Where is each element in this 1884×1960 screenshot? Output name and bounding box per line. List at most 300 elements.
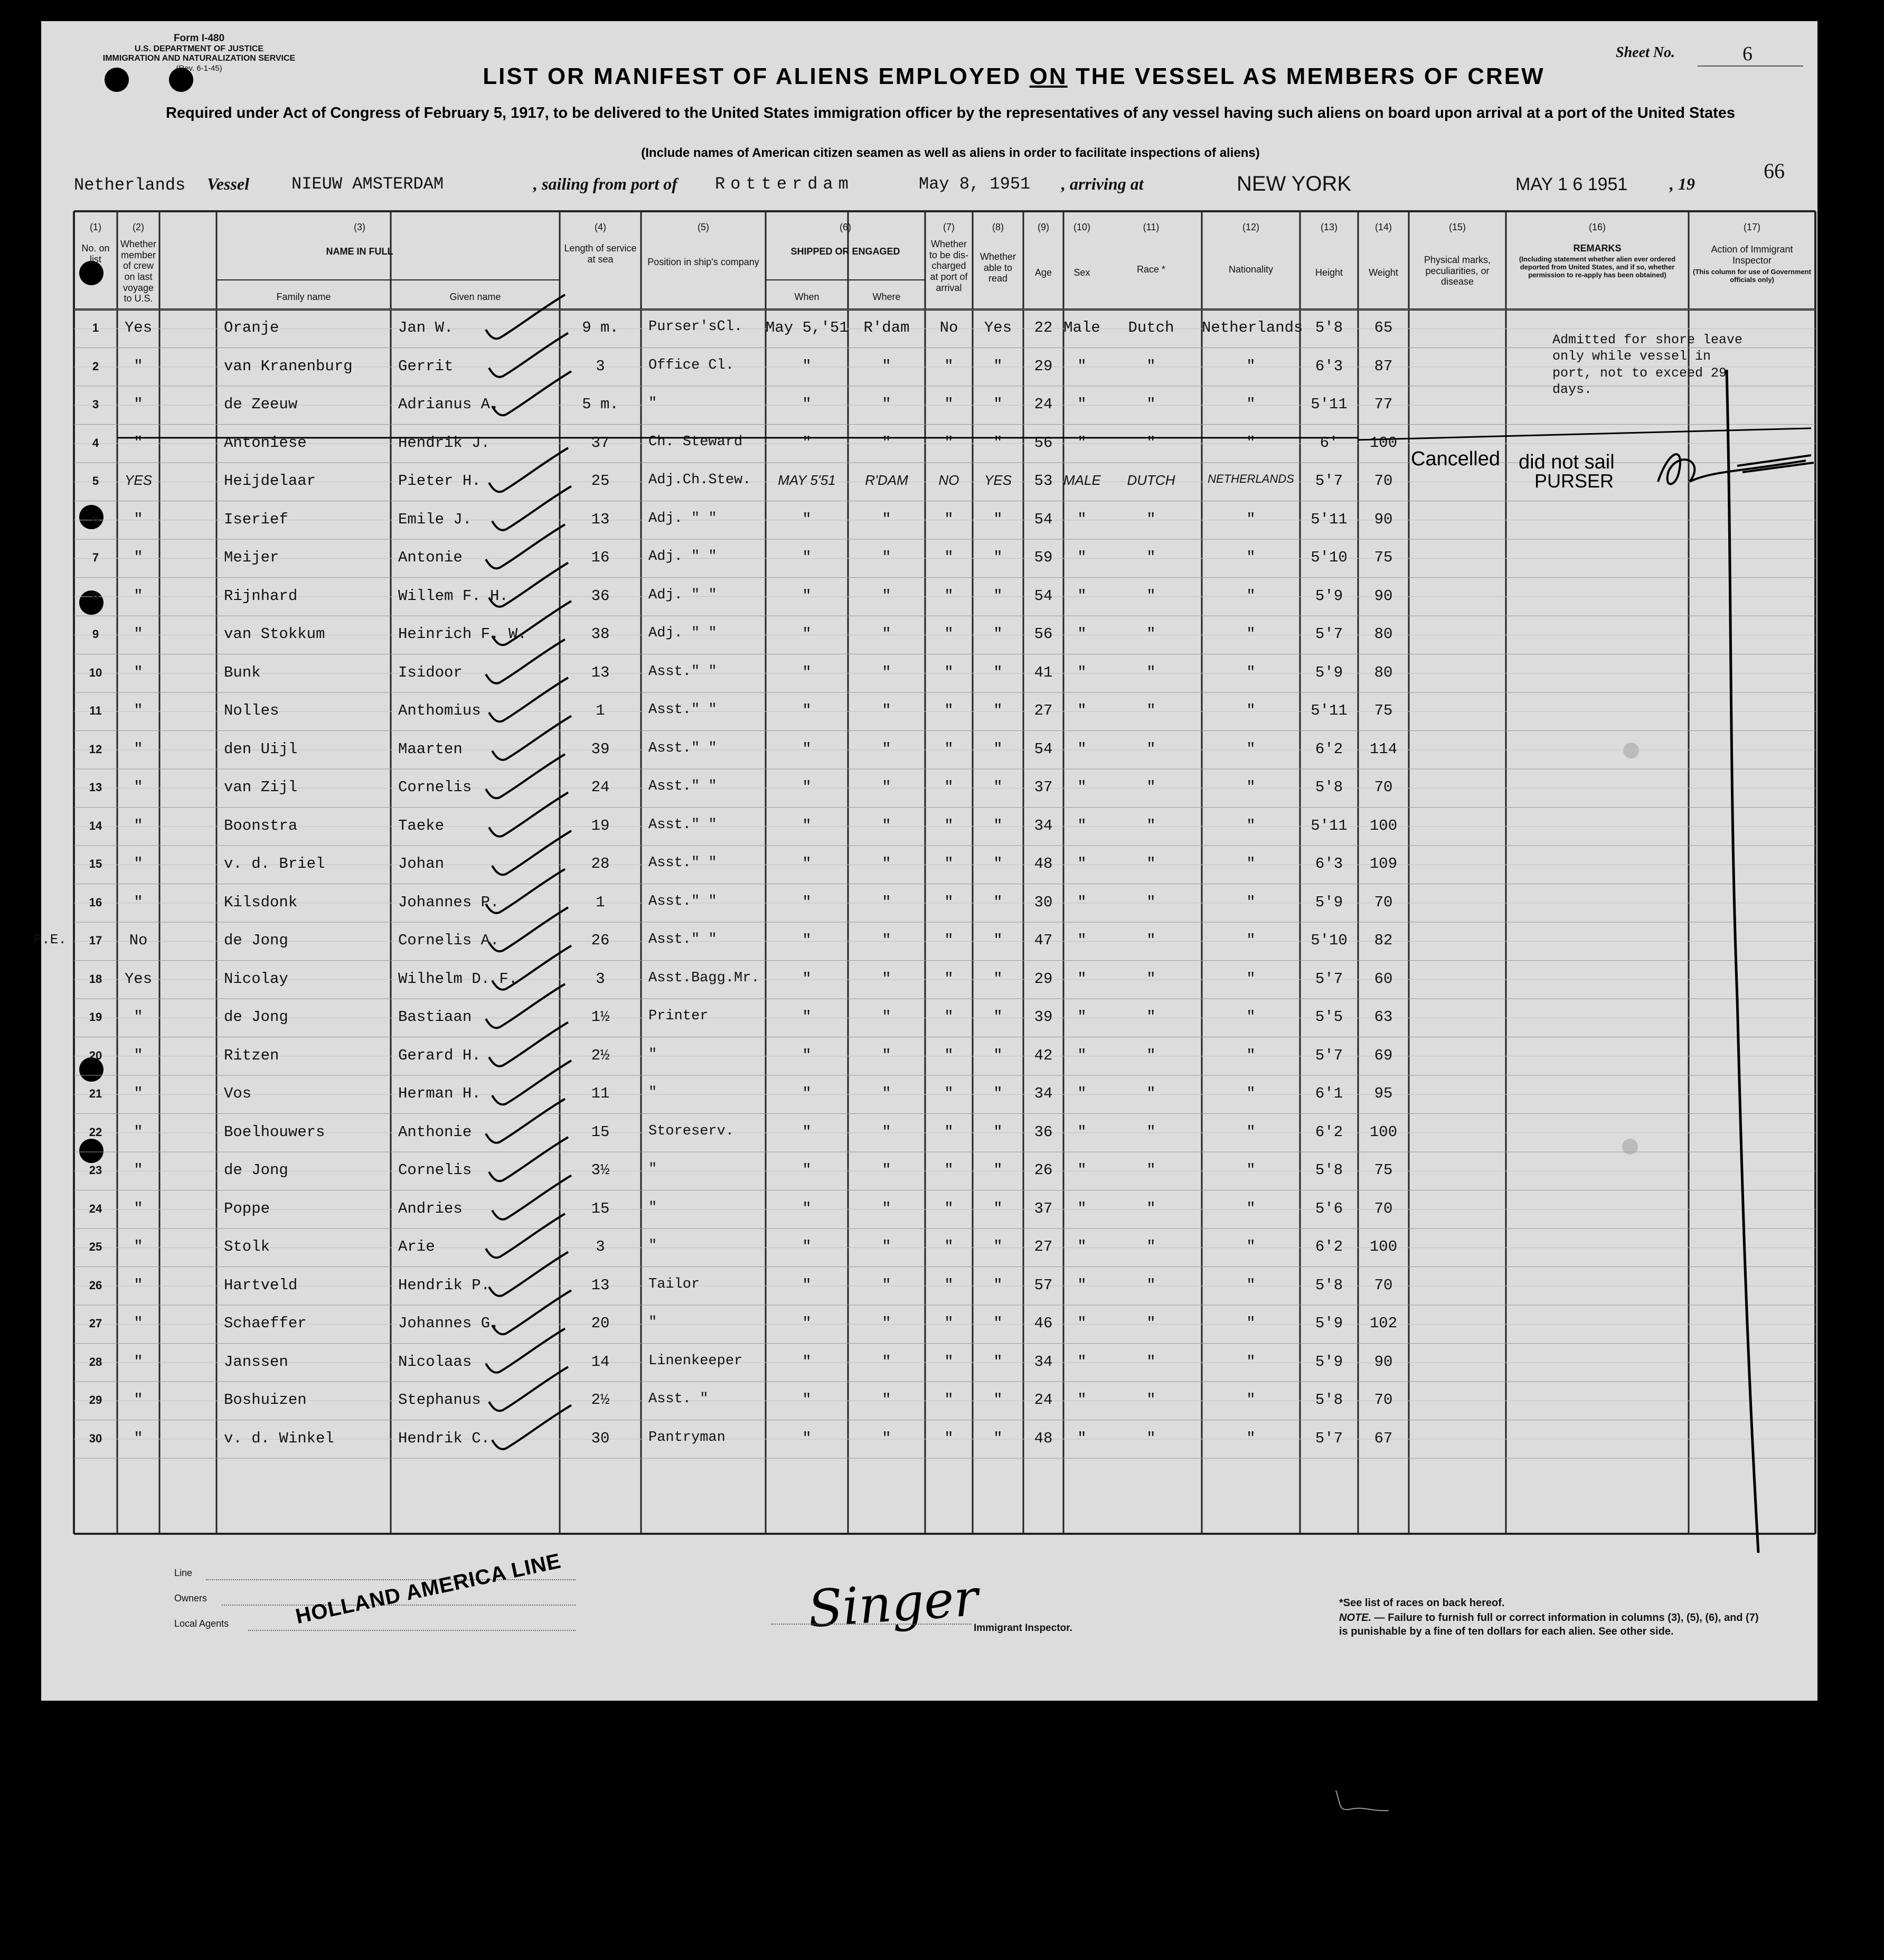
row-weight: 60: [1374, 970, 1393, 988]
row-member: ": [134, 1391, 143, 1409]
row-race: DUTCH: [1127, 472, 1175, 488]
row-age: 29: [1034, 357, 1053, 375]
row-where: ": [882, 1353, 891, 1371]
row-number: 12: [89, 742, 102, 756]
row-member: ": [134, 817, 143, 834]
row-family-name: de Jong: [224, 1008, 288, 1026]
row-family-name: de Zeeuw: [224, 396, 298, 413]
row-family-name: v. d. Briel: [224, 855, 325, 873]
row-member: ": [134, 1276, 143, 1294]
column-number: (6): [840, 222, 851, 232]
row-age: 53: [1034, 472, 1053, 490]
row-member: ": [134, 702, 143, 719]
row-number: 27: [89, 1317, 102, 1330]
row-race: ": [1146, 932, 1156, 949]
row-family-name: den Uijl: [224, 740, 298, 758]
row-discharged: ": [944, 970, 954, 988]
row-when: ": [802, 357, 812, 375]
row-sex: ": [1077, 970, 1087, 988]
check-mark: [486, 1099, 565, 1143]
row-when: ": [802, 1429, 812, 1447]
row-where: ": [882, 549, 891, 566]
row-race: ": [1146, 1161, 1156, 1179]
row-read: ": [993, 510, 1003, 528]
row-race: ": [1146, 740, 1156, 758]
row-weight: 77: [1374, 396, 1393, 413]
row-given-name: Andries: [398, 1199, 463, 1217]
row-race: ": [1146, 1123, 1156, 1141]
row-member: Yes: [124, 319, 153, 336]
row-race: ": [1146, 1238, 1156, 1255]
row-number: 29: [89, 1393, 102, 1406]
owners-label: Owners: [174, 1593, 208, 1603]
row-family-name: de Jong: [224, 932, 288, 949]
row-height: 6': [1320, 434, 1339, 452]
row-nationality: ": [1246, 1315, 1256, 1332]
row-height: 5'11: [1311, 817, 1348, 834]
row-when: ": [802, 817, 812, 834]
row-number: 7: [92, 551, 99, 564]
row-weight: 114: [1369, 740, 1398, 758]
row-where: ": [882, 855, 891, 873]
row-read: YES: [984, 472, 1012, 488]
row-where: ": [882, 970, 891, 988]
row-sex: ": [1077, 510, 1087, 528]
row-member: ": [134, 1046, 143, 1064]
row-weight: 69: [1374, 1046, 1393, 1064]
row-race: ": [1146, 1391, 1156, 1409]
row-number: 15: [89, 857, 102, 870]
row-given-name: Johannes G.: [398, 1315, 500, 1332]
row-position: ": [648, 1046, 657, 1063]
row-where: R'DAM: [865, 472, 908, 488]
row-number: 26: [89, 1278, 102, 1292]
row-weight: 90: [1374, 510, 1393, 528]
row-race: ": [1146, 1353, 1156, 1371]
row-family-name: Boelhouwers: [224, 1123, 325, 1141]
row-height: 5'9: [1315, 587, 1343, 605]
row-discharged: ": [944, 893, 954, 911]
row-nationality: ": [1246, 1123, 1256, 1141]
row-read: ": [993, 702, 1003, 719]
row-length: 24: [591, 779, 610, 796]
column-number: (4): [595, 222, 606, 232]
row-when: ": [802, 549, 812, 566]
row-family-name: van Kranenburg: [224, 357, 353, 375]
row-family-name: Hartveld: [224, 1276, 298, 1294]
row-age: 34: [1034, 1353, 1053, 1371]
row-height: 5'5: [1315, 1008, 1343, 1026]
row-position: ": [648, 1085, 657, 1101]
column-number: (12): [1242, 222, 1259, 232]
row-height: 5'7: [1315, 625, 1343, 643]
row-read: ": [993, 779, 1003, 796]
row-family-name: Boonstra: [224, 817, 298, 834]
row-height: 5'9: [1315, 663, 1343, 681]
row-weight: 70: [1374, 893, 1393, 911]
note-text: — Failure to furnish full or correct information in columns (3), (5), (6), and (7) is punishable by a fine of ten dollars for each alien. See other side.: [1339, 1612, 1759, 1637]
row-length: 13: [591, 1276, 610, 1294]
row-number: 17: [89, 934, 102, 947]
row-read: ": [993, 396, 1003, 413]
row-position: Asst." ": [648, 779, 717, 794]
row-member: ": [134, 1085, 143, 1102]
row-position: ": [648, 396, 657, 411]
row-nationality: ": [1246, 740, 1256, 758]
row-height: 5'10: [1311, 932, 1348, 949]
row-age: 24: [1034, 396, 1053, 413]
title-part: LIST OR MANIFEST OF ALIENS EMPLOYED: [483, 63, 1030, 89]
row-age: 36: [1034, 1123, 1053, 1141]
row-discharged: ": [944, 779, 954, 796]
row-member: YES: [124, 472, 153, 488]
row-age: 37: [1034, 1199, 1053, 1217]
row-weight: 75: [1374, 702, 1393, 719]
row-read: ": [993, 1238, 1003, 1255]
row-sex: ": [1077, 1353, 1087, 1371]
col-age: Age: [1034, 267, 1052, 278]
row-read: ": [993, 663, 1003, 681]
row-weight: 63: [1374, 1008, 1393, 1026]
row-race: ": [1146, 817, 1156, 834]
row-length: 26: [591, 932, 610, 949]
page-subtitle: Required under Act of Congress of February 5, 1917, to be delivered to the United States immigration officer by the representatives of any vessel having such aliens on board upon arrival at a port of the United States: [165, 105, 1736, 121]
row-position: Asst." ": [648, 855, 717, 871]
row-number: 4: [92, 436, 99, 449]
row-nationality: ": [1246, 1429, 1256, 1447]
row-weight: 87: [1374, 357, 1393, 375]
row-number: 23: [89, 1164, 102, 1177]
row-member: ": [134, 1123, 143, 1141]
row-height: 6'3: [1315, 357, 1343, 375]
row-age: 34: [1034, 817, 1053, 834]
row-read: Yes: [984, 319, 1012, 336]
row-when: ": [802, 740, 812, 758]
row-when: ": [802, 1199, 812, 1217]
row-given-name: Gerard H.: [398, 1046, 481, 1064]
row-discharged: ": [944, 587, 954, 605]
row-weight: 67: [1374, 1429, 1393, 1447]
row-length: 5 m.: [582, 396, 619, 413]
row-nationality: ": [1246, 357, 1256, 375]
arriving-label: , arriving at: [1061, 174, 1144, 193]
row-position: Adj. " ": [648, 625, 717, 641]
row-member: ": [134, 434, 143, 452]
row-given-name: Hendrik P.: [398, 1276, 491, 1294]
column-number: (15): [1448, 222, 1466, 232]
row-weight: 95: [1374, 1085, 1393, 1102]
row-given-name: Jan W.: [398, 319, 454, 336]
row-discharged: ": [944, 510, 954, 528]
row-number: 9: [92, 627, 99, 641]
row-member: Yes: [124, 970, 153, 988]
row-when: ": [802, 510, 812, 528]
sheet-number-label: Sheet No.: [1616, 44, 1675, 61]
column-number: (10): [1073, 222, 1090, 232]
row-length: 3½: [591, 1161, 610, 1179]
did-not-sail-note: did not sail: [1519, 451, 1615, 473]
row-discharged: ": [944, 1238, 954, 1255]
row-weight: 100: [1369, 1238, 1398, 1255]
row-sex: ": [1077, 779, 1087, 796]
row-discharged: ": [944, 1085, 954, 1102]
row-member: ": [134, 1199, 143, 1217]
row-length: 1: [596, 702, 605, 719]
row-family-name: Heijdelaar: [224, 472, 316, 490]
row-race: ": [1146, 779, 1156, 796]
row-age: 47: [1034, 932, 1053, 949]
row-nationality: ": [1246, 893, 1256, 911]
page-mark: 66: [1764, 159, 1785, 183]
row-given-name: Cornelis A.: [398, 932, 500, 949]
vessel-name: NIEUW AMSTERDAM: [291, 174, 444, 194]
row-given-name: Hendrik J.: [398, 434, 491, 452]
row-height: 6'3: [1315, 855, 1343, 873]
row-weight: 90: [1374, 1353, 1393, 1371]
row-sex: ": [1077, 625, 1087, 643]
row-number: 10: [89, 665, 102, 679]
row-where: ": [882, 1008, 891, 1026]
row-weight: 65: [1374, 319, 1393, 336]
row-where: ": [882, 357, 891, 375]
row-weight: 75: [1374, 1161, 1393, 1179]
row-read: ": [993, 1199, 1003, 1217]
row-when: ": [802, 434, 812, 452]
row-discharged: ": [944, 740, 954, 758]
row-where: ": [882, 779, 891, 796]
row-sex: ": [1077, 740, 1087, 758]
row-race: ": [1146, 625, 1156, 643]
col-when: When: [794, 292, 819, 302]
row-height: 5'10: [1311, 549, 1348, 566]
row-length: 13: [591, 663, 610, 681]
row-age: 27: [1034, 1238, 1053, 1255]
row-when: ": [802, 1353, 812, 1371]
year-label: , 19: [1670, 174, 1695, 193]
row-position: Office Cl.: [648, 357, 734, 373]
col-physical: Physical marks, peculiarities, or disease: [1424, 255, 1491, 287]
row-discharged: ": [944, 357, 954, 375]
row-where: ": [882, 1238, 891, 1255]
row-nationality: ": [1246, 434, 1256, 452]
row-read: ": [993, 932, 1003, 949]
row-read: ": [993, 1391, 1003, 1409]
line-label: Line: [174, 1568, 193, 1578]
row-nationality: ": [1246, 1353, 1256, 1371]
column-number: (5): [698, 222, 709, 232]
row-where: ": [882, 1123, 891, 1141]
row-read: ": [993, 587, 1003, 605]
page-subtitle-note: (Include names of American citizen seamen as well as aliens in order to facilitate inspections of aliens): [641, 146, 1260, 160]
row-discharged: NO: [938, 472, 959, 488]
column-number: (9): [1038, 222, 1049, 232]
row-height: 5'11: [1311, 702, 1348, 719]
row-length: 19: [591, 817, 610, 834]
row-given-name: Gerrit: [398, 357, 454, 375]
row-sex: ": [1077, 1238, 1087, 1255]
row-read: ": [993, 1276, 1003, 1294]
row-position: Linenkeeper: [648, 1353, 743, 1369]
row-nationality: ": [1246, 1008, 1256, 1026]
row-when: ": [802, 779, 812, 796]
row-length: 28: [591, 855, 610, 873]
arrival-date: MAY 1 6 1951: [1515, 174, 1628, 194]
column-number: (7): [943, 222, 955, 232]
col-nationality: Nationality: [1228, 264, 1274, 275]
row-when: ": [802, 893, 812, 911]
row-race: ": [1146, 893, 1156, 911]
row-sex: ": [1077, 1046, 1087, 1064]
row-age: 39: [1034, 1008, 1053, 1026]
row-weight: 80: [1374, 663, 1393, 681]
row-when: ": [802, 396, 812, 413]
row-given-name: Willem F. H.: [398, 587, 508, 605]
department: U.S. DEPARTMENT OF JUSTICE: [134, 44, 264, 53]
form-number: Form I-480: [173, 33, 225, 44]
row-length: 2½: [591, 1046, 610, 1064]
row-where: ": [882, 434, 891, 452]
row-member: ": [134, 1315, 143, 1332]
row-where: ": [882, 1429, 891, 1447]
title-part: THE VESSEL AS MEMBERS OF CREW: [1067, 63, 1545, 89]
signature-rule: [771, 1624, 972, 1625]
shore-leave-remark: Admitted for shore leave only while vessel in port, not to exceed 29 days.: [1552, 332, 1743, 397]
row-read: ": [993, 893, 1003, 911]
row-length: 13: [591, 510, 610, 528]
row-number: 24: [89, 1202, 102, 1215]
row-discharged: ": [944, 625, 954, 643]
row-sex: ": [1077, 1161, 1087, 1179]
agents-rule: [248, 1630, 576, 1631]
row-race: ": [1146, 1085, 1156, 1102]
check-mark: [489, 333, 568, 377]
row-given-name: Hendrik C.: [398, 1429, 491, 1447]
row-member: ": [134, 855, 143, 873]
row-length: 9 m.: [582, 319, 619, 336]
row-sex: ": [1077, 434, 1087, 452]
row-when: ": [802, 1161, 812, 1179]
row-when: ": [802, 702, 812, 719]
row-where: ": [882, 702, 891, 719]
row-where: ": [882, 1199, 891, 1217]
row-position: Purser'sCl.: [648, 319, 743, 335]
row-family-name: Rijnhard: [224, 587, 298, 605]
row-given-name: Adrianus A.: [398, 396, 500, 413]
row-discharged: ": [944, 434, 954, 452]
row-length: 38: [591, 625, 610, 643]
row-member: ": [134, 1008, 143, 1026]
column-number: (13): [1320, 222, 1337, 232]
row-given-name: Isidoor: [398, 663, 463, 681]
col-shipped: SHIPPED OR ENGAGED: [790, 246, 900, 257]
row-where: ": [882, 587, 891, 605]
row-position: Adj. " ": [648, 549, 717, 565]
row-height: 5'11: [1311, 510, 1348, 528]
row-where: ": [882, 1315, 891, 1332]
row-given-name: Wilhelm D. F.: [398, 970, 518, 988]
row-position: Asst." ": [648, 740, 717, 756]
row-position: Ch. Steward: [648, 434, 743, 450]
row-height: 5'6: [1315, 1199, 1343, 1217]
row-length: 3: [596, 1238, 605, 1255]
row-height: 5'9: [1315, 1353, 1343, 1371]
row-length: 1½: [591, 1008, 610, 1026]
row-position: Adj.Ch.Stew.: [648, 472, 751, 488]
row-number: 20: [89, 1048, 102, 1062]
row-read: ": [993, 1085, 1003, 1102]
row-sex: ": [1077, 1315, 1087, 1332]
row-position: ": [648, 1161, 657, 1177]
row-height: 5'7: [1315, 1046, 1343, 1064]
sheet-number: 6: [1742, 43, 1753, 65]
row-height: 5'8: [1315, 779, 1343, 796]
row-height: 5'8: [1315, 319, 1343, 336]
check-mark: [486, 1214, 565, 1258]
sailing-label: , sailing from port of: [533, 174, 677, 193]
row-nationality: ": [1246, 1391, 1256, 1409]
row-where: ": [882, 817, 891, 834]
row-when: ": [802, 970, 812, 988]
row-height: 5'8: [1315, 1276, 1343, 1294]
row-length: 1: [596, 893, 605, 911]
row-race: ": [1146, 396, 1156, 413]
row-discharged: ": [944, 663, 954, 681]
row-weight: 70: [1374, 1276, 1393, 1294]
row-given-name: Antonie: [398, 549, 463, 566]
stray-mark: [1331, 1785, 1394, 1817]
column-number: (2): [133, 222, 144, 232]
row-read: ": [993, 970, 1003, 988]
row-read: ": [993, 1046, 1003, 1064]
row-read: ": [993, 357, 1003, 375]
row-number: 21: [89, 1087, 102, 1100]
row-race: ": [1146, 510, 1156, 528]
row-given-name: Stephanus: [398, 1391, 481, 1409]
row-age: 57: [1034, 1276, 1053, 1294]
row-number: 28: [89, 1355, 102, 1368]
row-race: ": [1146, 1046, 1156, 1064]
row-length: 36: [591, 587, 610, 605]
row-sex: ": [1077, 1391, 1087, 1409]
local-agents-label: Local Agents: [174, 1618, 229, 1629]
row-weight: 90: [1374, 587, 1393, 605]
row-member: ": [134, 779, 143, 796]
col-no: No. on list: [81, 243, 110, 265]
row-where: ": [882, 663, 891, 681]
row-race: ": [1146, 1199, 1156, 1217]
row-position: Printer: [648, 1008, 709, 1024]
row-sex: ": [1077, 396, 1087, 413]
cancelled-note: Cancelled: [1411, 448, 1500, 470]
row-where: R'dam: [863, 319, 910, 336]
row-weight: 70: [1374, 779, 1393, 796]
row-weight: 70: [1374, 1199, 1393, 1217]
row-given-name: Heinrich F. W.: [398, 625, 527, 643]
row-nationality: ": [1246, 817, 1256, 834]
row-length: 11: [591, 1085, 610, 1102]
row-discharged: ": [944, 1391, 954, 1409]
row-family-name: Schaeffer: [224, 1315, 307, 1332]
inspector-signature: Singer: [806, 1568, 980, 1639]
row-number: 16: [89, 895, 102, 909]
column-number: (8): [992, 222, 1004, 232]
col-position: Position in ship's company: [647, 257, 759, 267]
row-position: Asst." ": [648, 817, 717, 833]
penalty-note: [1339, 1611, 1761, 1638]
row-age: 26: [1034, 1161, 1053, 1179]
row-position: Adj. " ": [648, 510, 717, 527]
row-number: 6: [92, 512, 99, 526]
